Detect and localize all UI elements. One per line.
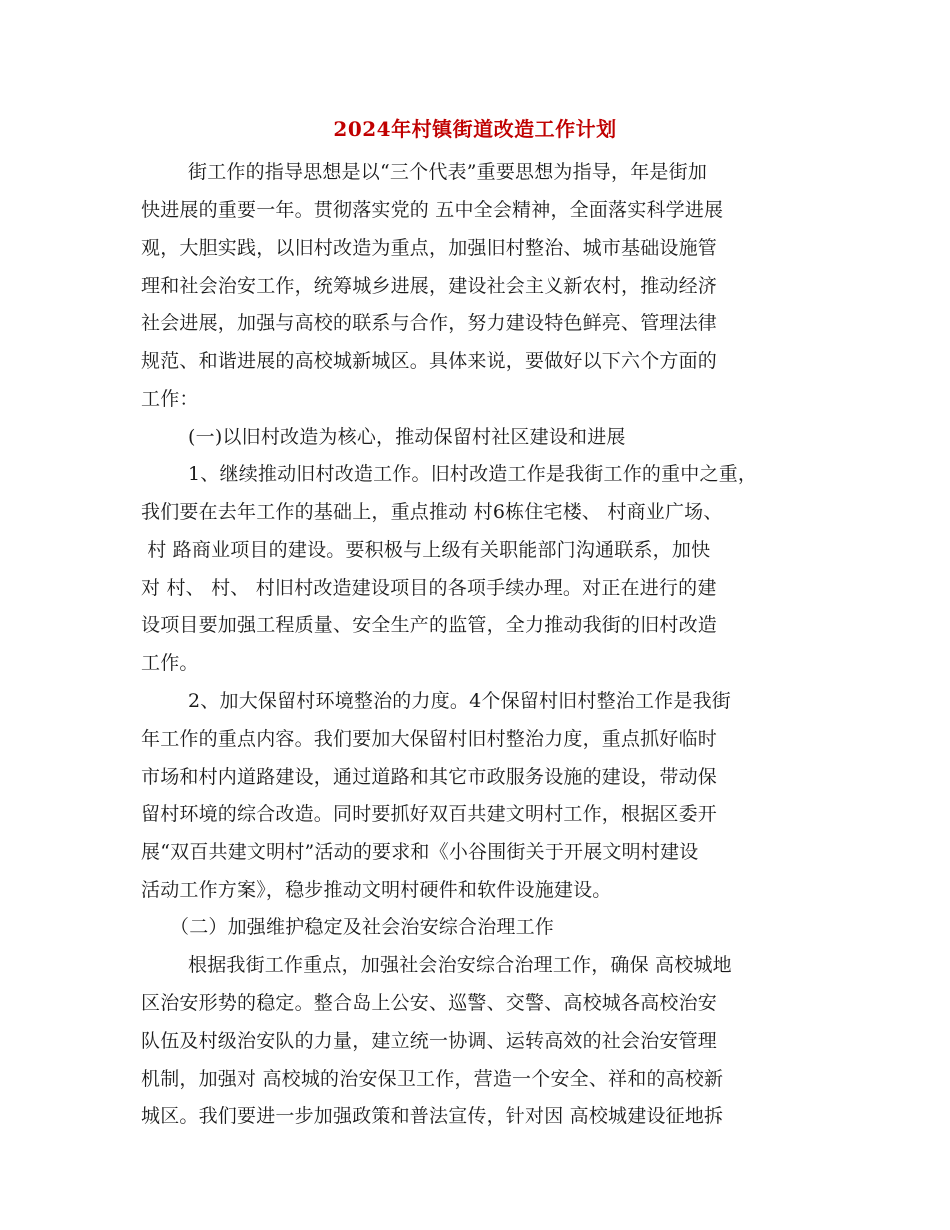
paragraph-line: 2、加大保留村环境整治的力度。4个保留村旧村整治工作是我街 — [188, 690, 731, 712]
paragraph-line: 工作。 — [141, 652, 199, 674]
paragraph-line: 城区。我们要进一步加强政策和普法宣传，针对因 高校城建设征地拆 — [141, 1105, 724, 1127]
paragraph-line: 展“双百共建文明村”活动的要求和《小谷围街关于开展文明村建设 — [141, 841, 699, 863]
paragraph-line: 年工作的重点内容。我们要加大保留村旧村整治力度，重点抓好临时 — [141, 728, 718, 750]
document-title: 2024年村镇街道改造工作计划 — [333, 117, 617, 141]
paragraph-line: 社会进展，加强与高校的联系与合作，努力建设特色鲜亮、管理法律 — [141, 312, 718, 334]
paragraph-line: 1、继续推动旧村改造工作。旧村改造工作是我街工作的重中之重， — [188, 463, 758, 485]
paragraph-line: 理和社会治安工作，统筹城乡进展，建设社会主义新农村，推动经济 — [141, 275, 718, 297]
paragraph-line: 队伍及村级治安队的力量，建立统一协调、运转高效的社会治安管理 — [141, 1030, 718, 1052]
paragraph-line: 村 路商业项目的建设。要积极与上级有关职能部门沟通联系，加快 — [141, 539, 711, 561]
paragraph-line: 工作： — [141, 388, 199, 410]
section-heading: （二）加强维护稳定及社会治安综合治理工作 — [170, 916, 555, 938]
paragraph-line: 区治安形势的稳定。整合岛上公安、巡警、交警、高校城各高校治安 — [141, 992, 718, 1014]
paragraph-line: 规范、和谐进展的高校城新城区。具体来说，要做好以下六个方面的 — [141, 350, 718, 372]
paragraph-line: 快进展的重要一年。贯彻落实党的 五中全会精神，全面落实科学进展 — [141, 199, 724, 221]
paragraph-line: 设项目要加强工程质量、安全生产的监管，全力推动我街的旧村改造 — [141, 614, 718, 636]
paragraph-line: 我们要在去年工作的基础上，重点推动 村6栋住宅楼、 村商业广场、 — [141, 501, 723, 523]
paragraph-line: 留村环境的综合改造。同时要抓好双百共建文明村工作，根据区委开 — [141, 803, 718, 825]
paragraph-line: 根据我街工作重点，加强社会治安综合治理工作，确保 高校城地 — [188, 954, 732, 976]
paragraph-line: 观，大胆实践，以旧村改造为重点，加强旧村整治、城市基础设施管 — [141, 237, 718, 259]
paragraph-line: 活动工作方案》，稳步推动文明村硬件和软件设施建设。 — [141, 879, 612, 901]
paragraph-line: 对 村、 村、 村旧村改造建设项目的各项手续办理。对正在进行的建 — [141, 577, 717, 599]
paragraph-line: 街工作的指导思想是以“三个代表”重要思想为指导，年是街加 — [188, 161, 708, 183]
section-heading: (一)以旧村改造为核心，推动保留村社区建设和进展 — [188, 426, 626, 448]
paragraph-line: 机制，加强对 高校城的治安保卫工作，营造一个安全、祥和的高校新 — [141, 1068, 724, 1090]
paragraph-line: 市场和村内道路建设，通过道路和其它市政服务设施的建设，带动保 — [141, 766, 718, 788]
